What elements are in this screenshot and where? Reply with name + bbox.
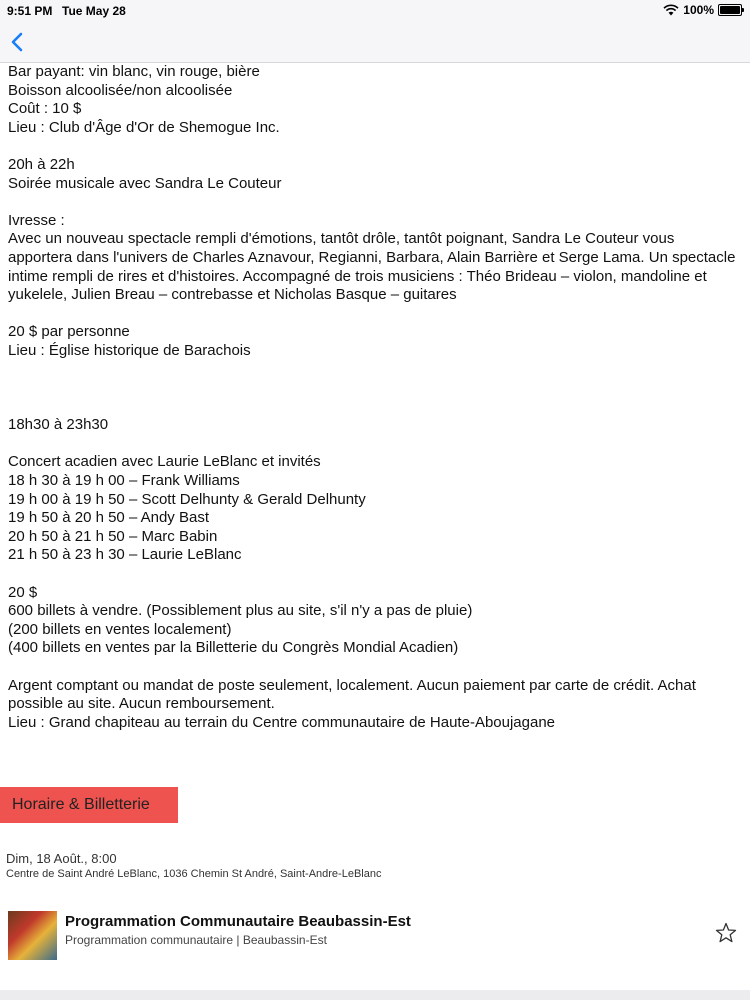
text-line: 20h à 22h	[8, 155, 75, 173]
wifi-icon	[663, 4, 679, 16]
text-line: 20 h 50 à 21 h 50 – Marc Babin	[8, 527, 218, 545]
text-line: 600 billets à vendre. (Possiblement plus au site, s'il n'y a pas de pluie)	[8, 602, 473, 620]
text-line: Boisson alcoolisée/non alcoolisée	[8, 81, 233, 99]
battery-percent: 100%	[683, 3, 714, 17]
event-date: Dim, 18 Août., 8:00	[6, 851, 117, 866]
status-date: Tue May 28	[62, 4, 126, 18]
text-line: 19 h 00 à 19 h 50 – Scott Delhunty & Gerald Delhunty	[8, 490, 366, 508]
text-line: Soirée musicale avec Sandra Le Couteur	[8, 174, 282, 192]
text-line: Lieu : Église historique de Barachois	[8, 341, 251, 359]
text-line: 21 h 50 à 23 h 30 – Laurie LeBlanc	[8, 546, 242, 564]
text-line: Lieu : Grand chapiteau au terrain du Centre communautaire de Haute-Aboujagane	[8, 713, 556, 731]
bottom-divider	[0, 990, 750, 1000]
event-description	[8, 63, 742, 732]
text-line: (200 billets en ventes localement)	[8, 620, 232, 638]
status-time: 9:51 PM	[7, 4, 53, 18]
status-bar	[0, 0, 750, 22]
schedule-tickets-button[interactable]: Horaire & Billetterie	[0, 787, 178, 823]
text-line: 20 $	[8, 583, 38, 601]
organizer-subtitle: Programmation communautaire | Beaubassin-Est	[65, 933, 327, 947]
text-line: 18h30 à 23h30	[8, 416, 109, 434]
text-line: 19 h 50 à 20 h 50 – Andy Bast	[8, 509, 209, 527]
organizer-avatar	[8, 911, 57, 960]
organizer-name: Programmation Communautaire Beaubassin-Est	[65, 913, 411, 930]
event-venue: Centre de Saint André LeBlanc, 1036 Chemin St André, Saint-Andre-LeBlanc	[6, 868, 382, 880]
text-line: 18 h 30 à 19 h 00 – Frank Williams	[8, 472, 240, 490]
text-line: Coût : 10 $	[8, 100, 82, 118]
chevron-left-icon[interactable]	[4, 26, 32, 58]
text-line: Bar payant: vin blanc, vin rouge, bière	[8, 63, 260, 80]
organizer-row[interactable]	[8, 911, 742, 963]
text-line: Lieu : Club d'Âge d'Or de Shemogue Inc.	[8, 118, 280, 136]
text-paragraph: Argent comptant ou mandat de poste seulement, localement. Aucun paiement par carte de crédit. Achat possible au site. Aucun remboursement.	[8, 676, 696, 713]
text-line: Ivresse :	[8, 211, 65, 229]
text-line: 20 $ par personne	[8, 323, 130, 341]
battery-icon	[718, 4, 742, 16]
text-line: (400 billets en ventes par la Billetterie du Congrès Mondial Acadien)	[8, 639, 459, 657]
text-line: Concert acadien avec Laurie LeBlanc et invités	[8, 453, 321, 471]
navigation-bar	[0, 22, 750, 63]
status-indicators	[663, 3, 742, 17]
star-outline-icon[interactable]	[714, 921, 738, 945]
text-paragraph: Avec un nouveau spectacle rempli d'émotions, tantôt drôle, tantôt poignant, Sandra Le Couteur vous apportera dans l'univers de Charles Aznavour, Regianni, Barbara, Alain Barrière et Serge Lama. Un spectacle intime rempli de rires et d'histoires. Accompagné de trois musiciens : Théo Brideau – violon, mandoline et yukelele, Julien Breau – contrebasse et Nicholas Basque – guitares	[8, 230, 736, 304]
